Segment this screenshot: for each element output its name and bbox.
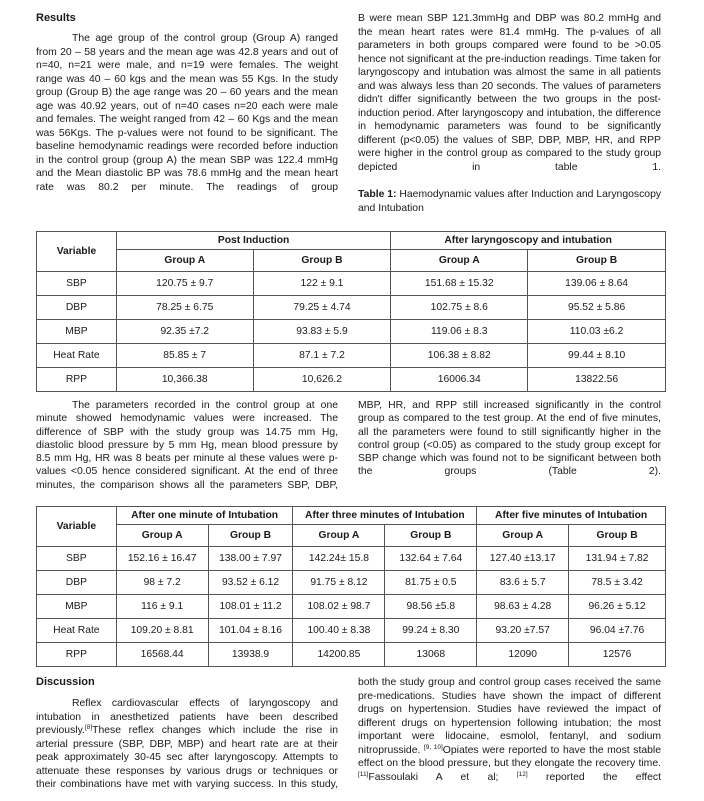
table-row xyxy=(37,643,666,667)
table1-group-header: Post Induction xyxy=(116,232,390,250)
table-cell: 13068 xyxy=(385,643,477,667)
table-cell: 98.56 ±5.8 xyxy=(385,595,477,619)
table-cell: 139.06 ± 8.64 xyxy=(528,272,666,296)
table1-row-label: RPP xyxy=(37,368,117,392)
table-cell: 93.20 ±7.57 xyxy=(477,619,569,643)
table1-row-label: SBP xyxy=(37,272,117,296)
table-row xyxy=(37,272,666,296)
table-cell: 79.25 ± 4.74 xyxy=(253,296,391,320)
table-cell: 100.40 ± 8.38 xyxy=(293,619,385,643)
table-cell: 106.38 ± 8.82 xyxy=(391,344,528,368)
results-paragraph-right-2: MBP, HR, and RPP still increased significantly in the control group as compared to the test group. At the end of five minutes, all the parameters were found to still significantly higher in the control group (<0.05) as compared to the study group except for SBP change which was found not to be significant between both the groups (Table 2). xyxy=(358,400,661,478)
table2-variable-header: Variable xyxy=(37,507,117,547)
table-cell: 120.75 ± 9.7 xyxy=(116,272,253,296)
table-cell: 78.25 ± 6.75 xyxy=(116,296,253,320)
table-cell: 93.83 ± 5.9 xyxy=(253,320,391,344)
table-cell: 81.75 ± 0.5 xyxy=(385,571,477,595)
table-row xyxy=(37,571,666,595)
table-row xyxy=(37,547,666,571)
citation-ref[interactable]: [11] xyxy=(358,770,369,778)
table-cell: 108.01 ± 11.2 xyxy=(208,595,293,619)
text-run: both the study group and control group cases received the same pre-medications. Studies have shown the impact of different drugs on hypertension. Studies have reviewed the impact of different drugs on hypertension following intubation; the most important were lidocaine, esmolol, fentanyl, and sodium nitroprusside. xyxy=(358,677,661,756)
table1-caption-text: Haemodynamic values after Induction and Laryngoscopy and Intubation xyxy=(358,189,662,214)
table-cell: 83.6 ± 5.7 xyxy=(477,571,569,595)
text-run: Fassoulaki A et al; xyxy=(368,771,499,783)
table1-group-header: After laryngoscopy and intubation xyxy=(391,232,666,250)
table2-row-label: Heat Rate xyxy=(37,619,117,643)
results-paragraph-right: B were mean SBP 121.3mmHg and DBP was 80.2 mmHg and the mean heart rates were 81.4 mmHg. The p-values of all parameters in both groups compared were found to be >0.05 hence not significant at the pre-induction readings. Time taken for laryngoscopy and intubation was almost the same in all patients and was always less than 20 seconds. The values of parameters didn't differ significantly between the two groups in the post-induction period. After laryngoscopy and intubation, the difference in hemodynamic parameters was found to be significantly different (p<0.05) the values of SBP, DBP, MBP, HR, and RPP were higher in the control group as compared to the study group depicted in table 1. xyxy=(358,13,661,174)
table1-subheader: Group A xyxy=(116,250,253,272)
table-row xyxy=(37,344,666,368)
table-cell: 12090 xyxy=(477,643,569,667)
table-row xyxy=(37,368,666,392)
table-cell: 151.68 ± 15.32 xyxy=(391,272,528,296)
table2-row-label: DBP xyxy=(37,571,117,595)
table-cell: 93.52 ± 6.12 xyxy=(208,571,293,595)
discussion-paragraph-right xyxy=(358,676,661,784)
table-cell: 132.64 ± 7.64 xyxy=(385,547,477,571)
table2-row-label: RPP xyxy=(37,643,117,667)
discussion-heading: Discussion xyxy=(36,676,95,688)
table-cell: 110.03 ±6.2 xyxy=(528,320,666,344)
table-cell: 142.24± 15.8 xyxy=(293,547,385,571)
table2-subheader: Group A xyxy=(116,525,208,547)
table-cell: 16006.34 xyxy=(391,368,528,392)
table2-subheader: Group B xyxy=(385,525,477,547)
citation-ref[interactable]: [8] xyxy=(84,724,93,731)
table-cell: 13822.56 xyxy=(528,368,666,392)
table2-subheader: Group A xyxy=(477,525,569,547)
table-cell: 108.02 ± 98.7 xyxy=(293,595,385,619)
table1-subheader: Group B xyxy=(253,250,391,272)
table2-row-label: MBP xyxy=(37,595,117,619)
table2-subheader: Group B xyxy=(569,525,666,547)
table-row xyxy=(37,595,666,619)
table-cell: 116 ± 9.1 xyxy=(116,595,208,619)
table1-caption-label: Table 1: xyxy=(358,189,397,200)
text-run: These reflex changes which include the rise in arterial pressure (SBP, DBP, MBP) and heart rate are at their peak approximately 30-45 sec after laryngoscopy. Attempts to attenuate these responses by various drugs or techniques or their combinations have met with varying success. In this study, xyxy=(36,725,338,790)
table-cell: 98 ± 7.2 xyxy=(116,571,208,595)
table-cell: 12576 xyxy=(569,643,666,667)
citation-ref[interactable]: [9, 10] xyxy=(424,743,443,751)
table2-subheader: Group B xyxy=(208,525,293,547)
table1 xyxy=(36,231,666,392)
table2-group-header: After one minute of Intubation xyxy=(116,507,293,525)
table-cell: 131.94 ± 7.82 xyxy=(569,547,666,571)
table-row xyxy=(37,296,666,320)
table2 xyxy=(36,506,666,667)
table-cell: 13938.9 xyxy=(208,643,293,667)
table-cell: 127.40 ±13.17 xyxy=(477,547,569,571)
table-cell: 10,366.38 xyxy=(116,368,253,392)
table-cell: 138.00 ± 7.97 xyxy=(208,547,293,571)
table-cell: 152.16 ± 16.47 xyxy=(116,547,208,571)
table1-subheader: Group B xyxy=(528,250,666,272)
table1-subheader: Group A xyxy=(391,250,528,272)
table-cell: 85.85 ± 7 xyxy=(116,344,253,368)
results-paragraph-left-2: The parameters recorded in the control group at one minute showed hemodynamic values were increased. The difference of SBP with the study group was 14.75 mm Hg, diastolic blood pressure by 5 mm Hg, mean blood pressure by 8.5 mm Hg, HR was 8 beats per minute al these values were p-values <0.05 hence considered significant. At the end of three minutes, the comparison shows all the parameters SBP, DBP, xyxy=(36,400,338,491)
table-cell: 95.52 ± 5.86 xyxy=(528,296,666,320)
table-cell: 119.06 ± 8.3 xyxy=(391,320,528,344)
table-cell: 16568.44 xyxy=(116,643,208,667)
table1-row-label: Heat Rate xyxy=(37,344,117,368)
table1-row-label: DBP xyxy=(37,296,117,320)
table-cell: 109.20 ± 8.81 xyxy=(116,619,208,643)
table-cell: 96.04 ±7.76 xyxy=(569,619,666,643)
text-run: Reflex cardiovascular effects of laryngoscopy and intubation in anesthetized patients have been described previously. xyxy=(36,698,338,736)
table-cell: 98.63 ± 4.28 xyxy=(477,595,569,619)
table-cell: 99.44 ± 8.10 xyxy=(528,344,666,368)
table-cell: 92.35 ±7.2 xyxy=(116,320,253,344)
table1-caption xyxy=(358,188,662,216)
table2-row-label: SBP xyxy=(37,547,117,571)
table1-variable-header: Variable xyxy=(37,232,117,272)
table-row xyxy=(37,320,666,344)
text-run: reported the effect xyxy=(545,771,662,783)
table-cell: 78.5 ± 3.42 xyxy=(569,571,666,595)
results-paragraph-left: The age group of the control group (Group A) ranged from 20 – 58 years and the mean age was 42.8 years and out of n=40, n=21 were male, and n=19 were females. The weight range was 40 – 60 kgs and the mean was 55 Kgs. In the study group (Group B) the age range was 20 – 60 years and the mean age was 40.92 years, out of n=40 cases n=20 each were male and females. The weight ranged from 42 – 60 Kgs and the mean was 56Kgs. The p-values were not found to be significant. The baseline hemodynamic readings were recorded before induction in the control group (group A) the mean SBP was 122.4 mmHg and the Mean diastolic BP was 78.6 mmHg and the mean heart rate was 80.2 per minute. The readings of group xyxy=(36,33,338,194)
table-cell: 14200.85 xyxy=(293,643,385,667)
discussion-paragraph-left xyxy=(36,697,338,792)
table-cell: 122 ± 9.1 xyxy=(253,272,391,296)
table-cell: 99.24 ± 8.30 xyxy=(385,619,477,643)
table2-subheader: Group A xyxy=(293,525,385,547)
table-cell: 96.26 ± 5.12 xyxy=(569,595,666,619)
text-run: Opiates were reported to have the most stable effect on the blood pressure, but they elongate the recovery time. xyxy=(358,744,662,769)
table-row xyxy=(37,619,666,643)
citation-ref[interactable]: [12] xyxy=(516,770,528,778)
table-cell: 87.1 ± 7.2 xyxy=(253,344,391,368)
table-cell: 10,626.2 xyxy=(253,368,391,392)
table2-group-header: After five minutes of Intubation xyxy=(477,507,666,525)
table-cell: 91.75 ± 8.12 xyxy=(293,571,385,595)
results-heading: Results xyxy=(36,12,76,24)
table-cell: 102.75 ± 8.6 xyxy=(391,296,528,320)
table2-group-header: After three minutes of Intubation xyxy=(293,507,477,525)
table1-row-label: MBP xyxy=(37,320,117,344)
table-cell: 101.04 ± 8.16 xyxy=(208,619,293,643)
